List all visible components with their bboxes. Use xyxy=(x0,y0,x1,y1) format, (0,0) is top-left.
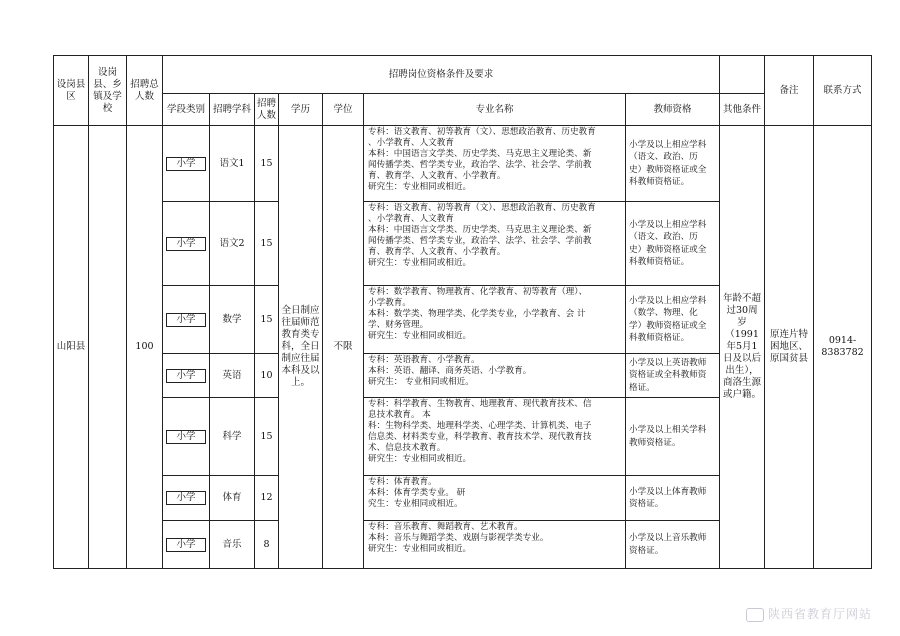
header-county: 设岗县区 xyxy=(54,56,89,126)
count-cell: 15 xyxy=(255,126,279,202)
major-line: 本科：体育学类专业。 研 xyxy=(368,488,466,498)
major-cell xyxy=(364,398,626,476)
stage-cell: 小学 xyxy=(163,286,210,354)
other-cell: 年龄不超过30周岁（1991年5月1日及以后出生），商洛生源或户籍。 xyxy=(720,126,765,569)
cert-line: 小学及以上体育教师 xyxy=(629,486,707,497)
cert-line: 史）教师资格证或全 xyxy=(629,244,707,255)
stage-cell: 小学 xyxy=(163,398,210,476)
subject-cell: 数学 xyxy=(210,286,255,354)
major-cell xyxy=(364,476,626,521)
subject-cell: 科学 xyxy=(210,398,255,476)
header-requirements: 招聘岗位资格条件及要求 xyxy=(163,56,720,94)
major-cell xyxy=(364,521,626,569)
header-degree: 学位 xyxy=(323,94,364,126)
major-line: 研究生：专业相同或相近。 xyxy=(368,258,472,268)
count-cell: 8 xyxy=(255,521,279,569)
cert-line: 教师资格证。 xyxy=(629,437,681,448)
header-total: 招聘总人数 xyxy=(127,56,163,126)
header-school: 设岗县、乡镇及学校 xyxy=(89,56,127,126)
header-row-1 xyxy=(54,56,872,94)
header-stage: 学段类别 xyxy=(163,94,210,126)
header-major: 专业名称 xyxy=(364,94,626,126)
school-cell xyxy=(89,126,127,569)
cert-line: 小学及以上相应学科 xyxy=(629,219,707,230)
count-cell: 12 xyxy=(255,476,279,521)
major-line: 学、财务管理。 xyxy=(368,320,429,330)
major-cell xyxy=(364,354,626,398)
cert-line: 小学及以上相应学科 xyxy=(629,139,707,150)
major-line: 研究生： 专业相同或相近。 xyxy=(368,377,474,387)
major-line: 本科：中国语言文学类、历史学类、马克思主义理论类、新 xyxy=(368,149,592,159)
cert-line: 学）教师资格证或全 xyxy=(629,320,707,331)
major-line: 本科：音乐与舞蹈学类、戏剧与影视学类专业。 xyxy=(368,533,549,543)
recruitment-table xyxy=(53,55,872,569)
major-line: 专科：音乐教育、舞蹈教育、艺术教育。 xyxy=(368,522,523,532)
stage-cell: 小学 xyxy=(163,126,210,202)
cert-line: 小学及以上英语教师 xyxy=(629,357,707,368)
count-cell: 15 xyxy=(255,286,279,354)
major-line: 研究生：专业相同或相近。 xyxy=(368,454,472,464)
major-line: 专科：语文教育、初等教育（文）、思想政治教育、历史教育 xyxy=(368,203,596,213)
cert-cell xyxy=(626,476,720,521)
major-line: 研究生：专业相同或相近。 xyxy=(368,331,472,341)
total-cell: 100 xyxy=(127,126,163,569)
major-line: 本科：英语、翻译、商务英语、小学教育。 xyxy=(368,366,532,376)
major-line: 科：生物科学类、地理科学类、心理学类、计算机类、电子 xyxy=(368,421,592,431)
major-line: 专科：语文教育、初等教育（文）、思想政治教育、历史教育 xyxy=(368,127,596,137)
cert-line: 科教师资格证。 xyxy=(629,177,690,187)
stage-cell: 小学 xyxy=(163,521,210,569)
cert-cell xyxy=(626,354,720,398)
header-other-top xyxy=(720,56,765,94)
header-row-2 xyxy=(54,94,872,126)
subject-cell: 英语 xyxy=(210,354,255,398)
major-line: 专科：英语教育、小学教育。 xyxy=(368,355,480,365)
major-line: 息技术教育。 本 xyxy=(368,410,431,420)
header-remarks: 备注 xyxy=(765,56,814,126)
county-cell: 山阳县 xyxy=(54,126,89,569)
major-line: 研究生：专业相同或相近。 xyxy=(368,182,472,192)
header-count: 招聘人数 xyxy=(255,94,279,126)
cert-cell xyxy=(626,398,720,476)
major-cell xyxy=(364,202,626,286)
major-line: 、小学教育、人文教育 xyxy=(368,214,454,224)
count-cell: 15 xyxy=(255,202,279,286)
degree-cell: 不限 xyxy=(323,126,364,569)
cert-line: （语文、政治、历 xyxy=(629,152,698,162)
cert-line: 格证。 xyxy=(629,382,655,393)
major-line: 专科：体育教育。 xyxy=(368,477,437,487)
stage-cell: 小学 xyxy=(163,354,210,398)
table-body xyxy=(54,126,872,569)
cert-line: 资格证。 xyxy=(629,545,664,556)
major-line: 究生：专业相同或相近。 xyxy=(368,499,463,509)
remarks-cell: 原连片特困地区、原国贫县 xyxy=(765,126,814,569)
major-line: 育、教育学、人文教育、小学教育。 xyxy=(368,247,506,257)
subject-cell: 体育 xyxy=(210,476,255,521)
cert-line: 资格证。 xyxy=(629,499,664,509)
major-line: 信息类、材料类专业，科学教育、教育技术学、现代教育技 xyxy=(368,432,592,442)
cert-cell xyxy=(626,126,720,202)
contact-cell: 0914-8383782 xyxy=(814,126,872,569)
major-line: 术、信息技术教育。 xyxy=(368,443,446,453)
major-line: 研究生：专业相同或相近。 xyxy=(368,544,472,554)
table-row xyxy=(54,126,872,202)
cert-line: 资格证或全科教师资 xyxy=(629,370,707,381)
subject-cell: 音乐 xyxy=(210,521,255,569)
header-other: 其他条件 xyxy=(720,94,765,126)
major-cell xyxy=(364,286,626,354)
major-line: 闻传播学类、哲学类专业，政治学、法学、社会学、学前教 xyxy=(368,160,592,170)
major-line: 闻传播学类、哲学类专业，政治学、法学、社会学、学前教 xyxy=(368,236,592,246)
major-line: 本科：数学类、物理学类、化学类专业，小学教育、会 计 xyxy=(368,309,586,319)
cert-line: 科教师资格证。 xyxy=(629,333,690,343)
major-line: 本科：中国语言文学类、历史学类、马克思主义理论类、新 xyxy=(368,225,592,235)
education-cell: 全日制应往届师范教育类专科，全日制应往届本科及以上。 xyxy=(279,126,323,569)
cert-line: 科教师资格证。 xyxy=(629,257,690,267)
cert-line: 小学及以上音乐教师 xyxy=(629,533,707,543)
count-cell: 15 xyxy=(255,398,279,476)
cert-line: 史）教师资格证或全 xyxy=(629,164,707,175)
cert-line: 小学及以上相应学科 xyxy=(629,295,707,306)
cert-line: （数学、物理、化 xyxy=(629,308,698,318)
count-cell: 10 xyxy=(255,354,279,398)
subject-cell: 语文2 xyxy=(210,202,255,286)
major-line: 育、教育学、人文教育、小学教育。 xyxy=(368,171,506,181)
major-cell xyxy=(364,126,626,202)
website-logo-icon xyxy=(746,608,764,622)
cert-line: 小学及以上相关学科 xyxy=(629,425,707,435)
stage-cell: 小学 xyxy=(163,476,210,521)
header-education: 学历 xyxy=(279,94,323,126)
major-line: 专科：数学教育、物理教育、化学教育、初等教育（理）、 xyxy=(368,287,588,297)
cert-cell xyxy=(626,286,720,354)
header-subject: 招聘学科 xyxy=(210,94,255,126)
header-teacher-cert: 教师资格 xyxy=(626,94,720,126)
cert-cell xyxy=(626,521,720,569)
stage-cell: 小学 xyxy=(163,202,210,286)
watermark xyxy=(746,605,872,622)
major-line: 小学教育。 xyxy=(368,298,411,308)
cert-line: （语文、政治、历 xyxy=(629,232,698,242)
major-line: 专科：科学教育、生物教育、地理教育、现代教育技术、信 xyxy=(368,399,592,409)
major-line: 、小学教育、人文教育 xyxy=(368,138,454,148)
cert-cell xyxy=(626,202,720,286)
subject-cell: 语文1 xyxy=(210,126,255,202)
header-contact: 联系方式 xyxy=(814,56,872,126)
watermark-text: 陕西省教育厅网站 xyxy=(767,607,872,621)
